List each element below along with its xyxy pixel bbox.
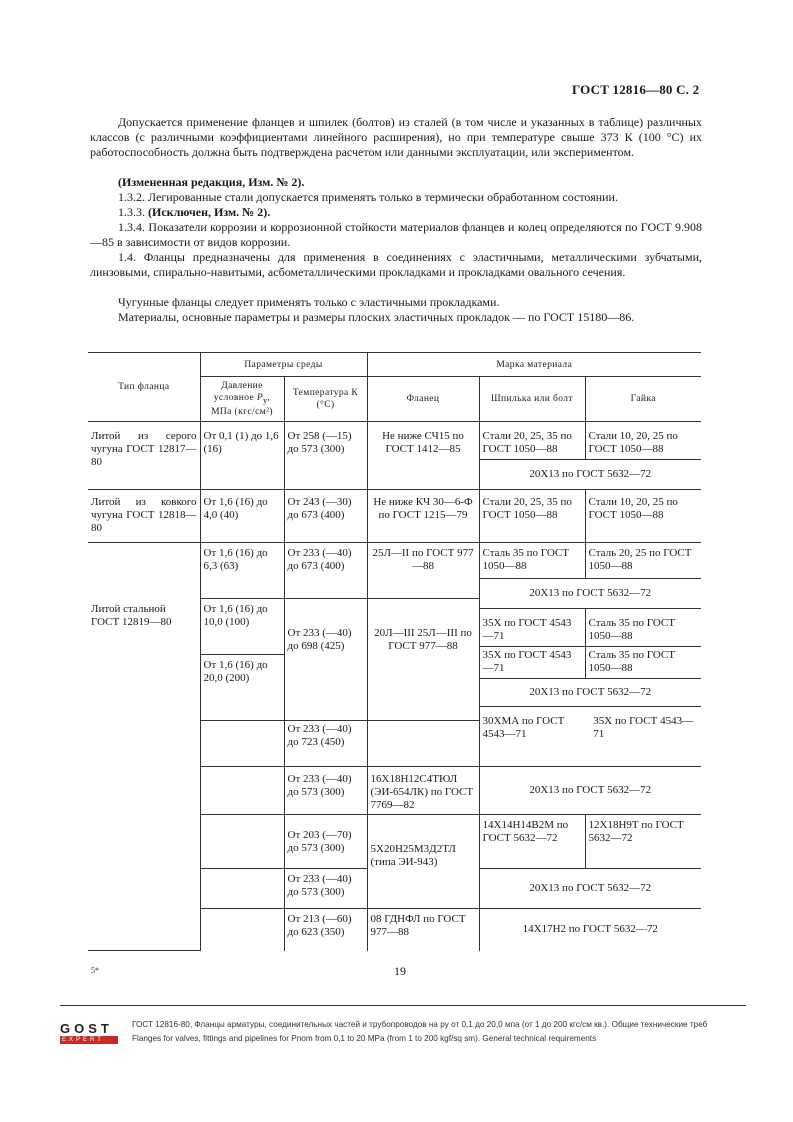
page-mark: 5* <box>91 966 99 975</box>
cell-pressure-empty <box>200 815 284 869</box>
cell-temperature: От 233 (—40) до 573 (300) <box>284 869 367 909</box>
cell-nut-material: Сталь 20, 25 по ГОСТ 1050—88 <box>585 543 701 579</box>
header-nut: Гайка <box>585 377 701 422</box>
cell-pressure: От 1,6 (16) до 20,0 (200) <box>200 655 284 721</box>
paragraph-amendment: (Измененная редакция, Изм. № 2). <box>118 175 305 189</box>
cell-stud-material: Стали 20, 25, 35 по ГОСТ 1050—88 <box>479 422 585 460</box>
cell-stud-nut-material: 14Х17Н2 по ГОСТ 5632—72 <box>479 909 701 951</box>
cell-temperature: От 213 (—60) до 623 (350) <box>284 909 367 951</box>
cell-stud-nut-material: 20Х13 по ГОСТ 5632—72 <box>479 460 701 490</box>
paragraph-gaskets: Материалы, основные параметры и размеры плоских эластичных прокладок — по ГОСТ 15180—86. <box>118 310 635 324</box>
cell-pressure-empty <box>200 721 284 767</box>
paragraph-1-3-3 <box>90 205 702 220</box>
cell-stud-material: Сталь 35 по ГОСТ 1050—88 <box>479 543 585 579</box>
cell-flange-material: 5Х20Н25М3Д2ТЛ (типа ЭИ-943) <box>367 815 479 909</box>
header-flange-type: Тип фланца <box>88 353 200 422</box>
cell-stud-nut-split <box>479 707 701 767</box>
header-environment: Параметры среды <box>200 353 367 377</box>
row-type-grey-iron: Литой из серого чугуна ГОСТ 12817—80 <box>88 422 200 490</box>
footer-title-ru: ГОСТ 12816-80, Фланцы арматуры, соединительных частей и трубопроводов на ру от 0,1 до 20,0 мпа (от 1 до 200 кгс/см кв.). Общие технические треб <box>132 1020 708 1029</box>
cell-nut-material: Сталь 35 по ГОСТ 1050—88 <box>585 609 701 647</box>
cell-pressure: От 1,6 (16) до 6,3 (63) <box>200 543 284 599</box>
header-pressure: Давление условное $P_у$, МПа (кгс/см²) <box>200 377 284 422</box>
row-type-cast-steel: Литой стальной ГОСТ 12819—80 <box>88 543 200 951</box>
cell-nut-material: Сталь 35 по ГОСТ 1050—88 <box>585 647 701 679</box>
cell-stud-nut-material: 20Х13 по ГОСТ 5632—72 <box>479 679 701 707</box>
cell-pressure: От 0,1 (1) до 1,6 (16) <box>200 422 284 490</box>
cell-temperature: От 233 (—40) до 573 (300) <box>284 767 367 815</box>
cell-stud-nut-material: 20Х13 по ГОСТ 5632—72 <box>479 579 701 609</box>
cell-flange-material: Не ниже СЧ15 по ГОСТ 1412—85 <box>367 422 479 490</box>
cell-flange-material: 20Л—III 25Л—III по ГОСТ 977—88 <box>367 599 479 721</box>
cell-nut-material: 12Х18Н9Т по ГОСТ 5632—72 <box>585 815 701 869</box>
cell-pressure: От 1,6 (16) до 10,0 (100) <box>200 599 284 655</box>
clause-number: 1.3.3. <box>118 205 148 219</box>
cell-pressure-empty <box>200 767 284 815</box>
cell-nut-material: 35Х по ГОСТ 4543—71 <box>593 715 694 740</box>
row-type-malleable-iron: Литой из ковкого чугуна ГОСТ 12818—80 <box>88 490 200 543</box>
paragraph-1-4: 1.4. Фланцы предназначены для применения в соединениях с эластичными, металлическими зубчатыми, линзовыми, спирально-навитыми, асбометаллическими прокладками и прокладками овального сечения. <box>90 250 702 279</box>
cell-temperature: От 203 (—70) до 573 (300) <box>284 815 367 869</box>
cell-flange-material: Не ниже КЧ 30—6-Ф по ГОСТ 1215—79 <box>367 490 479 543</box>
cell-flange-empty <box>367 721 479 767</box>
header-flange: Фланец <box>367 377 479 422</box>
cell-flange-material: 16Х18Н12С4ТЮЛ (ЭИ-654ЛК) по ГОСТ 7769—82 <box>367 767 479 815</box>
cell-stud-nut-material: 20Х13 по ГОСТ 5632—72 <box>479 767 701 815</box>
cell-temperature: От 233 (—40) до 723 (450) <box>284 721 367 767</box>
logo-bottom: EXPERT <box>60 1036 118 1044</box>
cell-pressure-empty <box>200 909 284 951</box>
paragraph-1-3-2: 1.3.2. Легированные стали допускается применять только в термически обработанном состоянии. <box>118 190 618 204</box>
cell-flange-material: 25Л—II по ГОСТ 977—88 <box>367 543 479 599</box>
page-header: ГОСТ 12816—80 С. 2 <box>572 82 700 97</box>
cell-pressure-empty <box>200 869 284 909</box>
cell-stud-material: Стали 20, 25, 35 по ГОСТ 1050—88 <box>479 490 585 543</box>
cell-pressure: От 1,6 (16) до 4,0 (40) <box>200 490 284 543</box>
cell-temperature: От 258 (—15) до 573 (300) <box>284 422 367 490</box>
page-number: 19 <box>394 964 406 978</box>
logo-top: GOST <box>60 1021 113 1036</box>
cell-stud-material: 30ХМА по ГОСТ 4543—71 <box>482 715 565 740</box>
cell-stud-material: 35Х по ГОСТ 4543—71 <box>479 609 585 647</box>
cell-temperature: От 233 (—40) до 698 (425) <box>284 599 367 721</box>
cell-temperature: От 243 (—30) до 673 (400) <box>284 490 367 543</box>
header-stud: Шпилька или болт <box>479 377 585 422</box>
cell-stud-nut-material: 20Х13 по ГОСТ 5632—72 <box>479 869 701 909</box>
clause-excluded: (Исключен, Изм. № 2). <box>148 205 271 219</box>
header-material: Марка материала <box>367 353 701 377</box>
header-temperature: Температура К (°С) <box>284 377 367 422</box>
cell-stud-material: 14Х14Н14В2М по ГОСТ 5632—72 <box>479 815 585 869</box>
cell-temperature: От 233 (—40) до 673 (400) <box>284 543 367 599</box>
footer-divider <box>60 1005 746 1006</box>
cell-stud-material: 35Х по ГОСТ 4543—71 <box>479 647 585 679</box>
footer-title-en: Flanges for valves, fittings and pipelines for Pnom from 0,1 to 20 MPa (from 1 to 200 kgf/sq sm). General technical requirements <box>132 1034 597 1043</box>
materials-table <box>88 352 701 951</box>
cell-nut-material: Стали 10, 20, 25 по ГОСТ 1050—88 <box>585 490 701 543</box>
paragraph-steels: Допускается применение фланцев и шпилек (болтов) из сталей (в том числе и указанных в таблице) различных классов (с различными коэффициентами линейного расширения), но при температуре свыше 373 К (100 °С) их работоспособность должна быть подтверждена расчетом или данными эксплуатации, или экспериментом. <box>90 115 702 159</box>
gost-expert-logo <box>60 1022 120 1044</box>
paragraph-cast-iron: Чугунные фланцы следует применять только с эластичными прокладками. <box>118 295 500 309</box>
paragraph-1-3-4: 1.3.4. Показатели коррозии и коррозионной стойкости материалов фланцев и колец определяются по ГОСТ 9.908—85 в зависимости от видов коррозии. <box>90 220 702 249</box>
cell-nut-material: Стали 10, 20, 25 по ГОСТ 1050—88 <box>585 422 701 460</box>
cell-flange-material: 08 ГДНФЛ по ГОСТ 977—88 <box>367 909 479 951</box>
